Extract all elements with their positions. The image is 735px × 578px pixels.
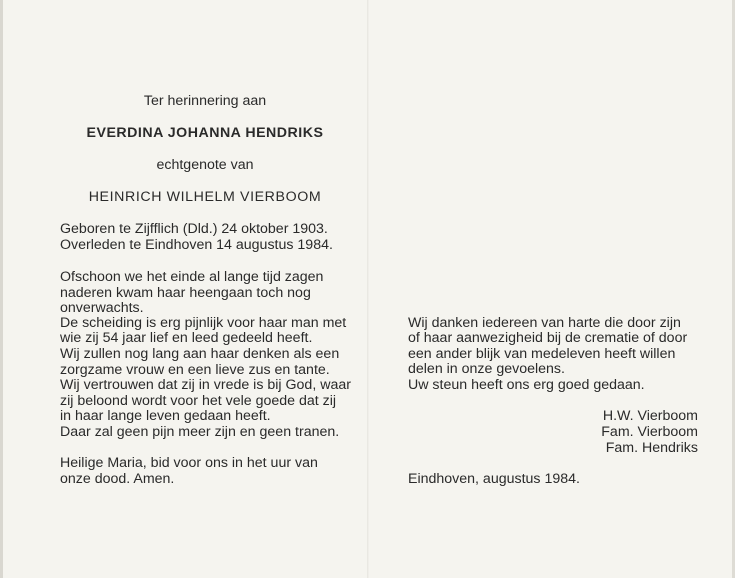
intro-text: Ter herinnering aan bbox=[143, 93, 267, 109]
verse-line: naderen kwam haar heengaan toch nog bbox=[60, 285, 311, 301]
verse-line: Wij vertrouwen dat zij in vrede is bij God, waar bbox=[60, 377, 351, 393]
prayer-line: Heilige Maria, bid voor ons in het uur van bbox=[60, 455, 318, 471]
thanks-line: Wij danken iedereen van harte die door zijn bbox=[408, 315, 681, 331]
verse-line: Wij zullen nog lang aan haar denken als een bbox=[60, 346, 340, 362]
verse-line: onverwachts. bbox=[60, 300, 144, 316]
signature-line: Fam. Hendriks bbox=[605, 440, 698, 456]
verse-line: Daar zal geen pijn meer zijn en geen tranen. bbox=[60, 424, 340, 440]
signature-line: Fam. Vierboom bbox=[601, 424, 698, 440]
thanks-line: een ander blijk van medeleven heeft willen bbox=[408, 346, 676, 362]
thanks-line: delen in onze gevoelens. bbox=[408, 361, 565, 377]
verse-line: zij beloond wordt voor het vele goede dat zij bbox=[60, 393, 337, 409]
thanks-line: Uw steun heeft ons erg goed gedaan. bbox=[408, 377, 645, 393]
signature-line: H.W. Vierboom bbox=[602, 408, 698, 424]
closing-line: Eindhoven, augustus 1984. bbox=[408, 471, 580, 487]
born-line: Geboren te Zijfflich (Dld.) 24 oktober 1903. bbox=[60, 221, 328, 237]
verse-line: zorgzame vrouw en een lieve zus en tante. bbox=[60, 362, 330, 378]
deceased-name: EVERDINA JOHANNA HENDRIKS bbox=[86, 125, 324, 141]
verse-line: Ofschoon we het einde al lange tijd zagen bbox=[60, 269, 324, 285]
spouse-name: HEINRICH WILHELM VIERBOOM bbox=[88, 189, 322, 205]
verse-line: in haar lange leven gedaan heeft. bbox=[60, 408, 271, 424]
prayer-line: onze dood. Amen. bbox=[60, 471, 175, 487]
card-edge-left bbox=[0, 0, 3, 578]
relation-text: echtgenote van bbox=[156, 157, 254, 173]
card-fold bbox=[367, 0, 369, 578]
verse-line: wie zij 54 jaar lief en leed gedeeld heeft. bbox=[60, 330, 313, 346]
verse-line: De scheiding is erg pijnlijk voor haar man met bbox=[60, 315, 347, 331]
thanks-line: of haar aanwezigheid bij de crematie of door bbox=[408, 330, 688, 346]
died-line: Overleden te Eindhoven 14 augustus 1984. bbox=[60, 237, 333, 253]
